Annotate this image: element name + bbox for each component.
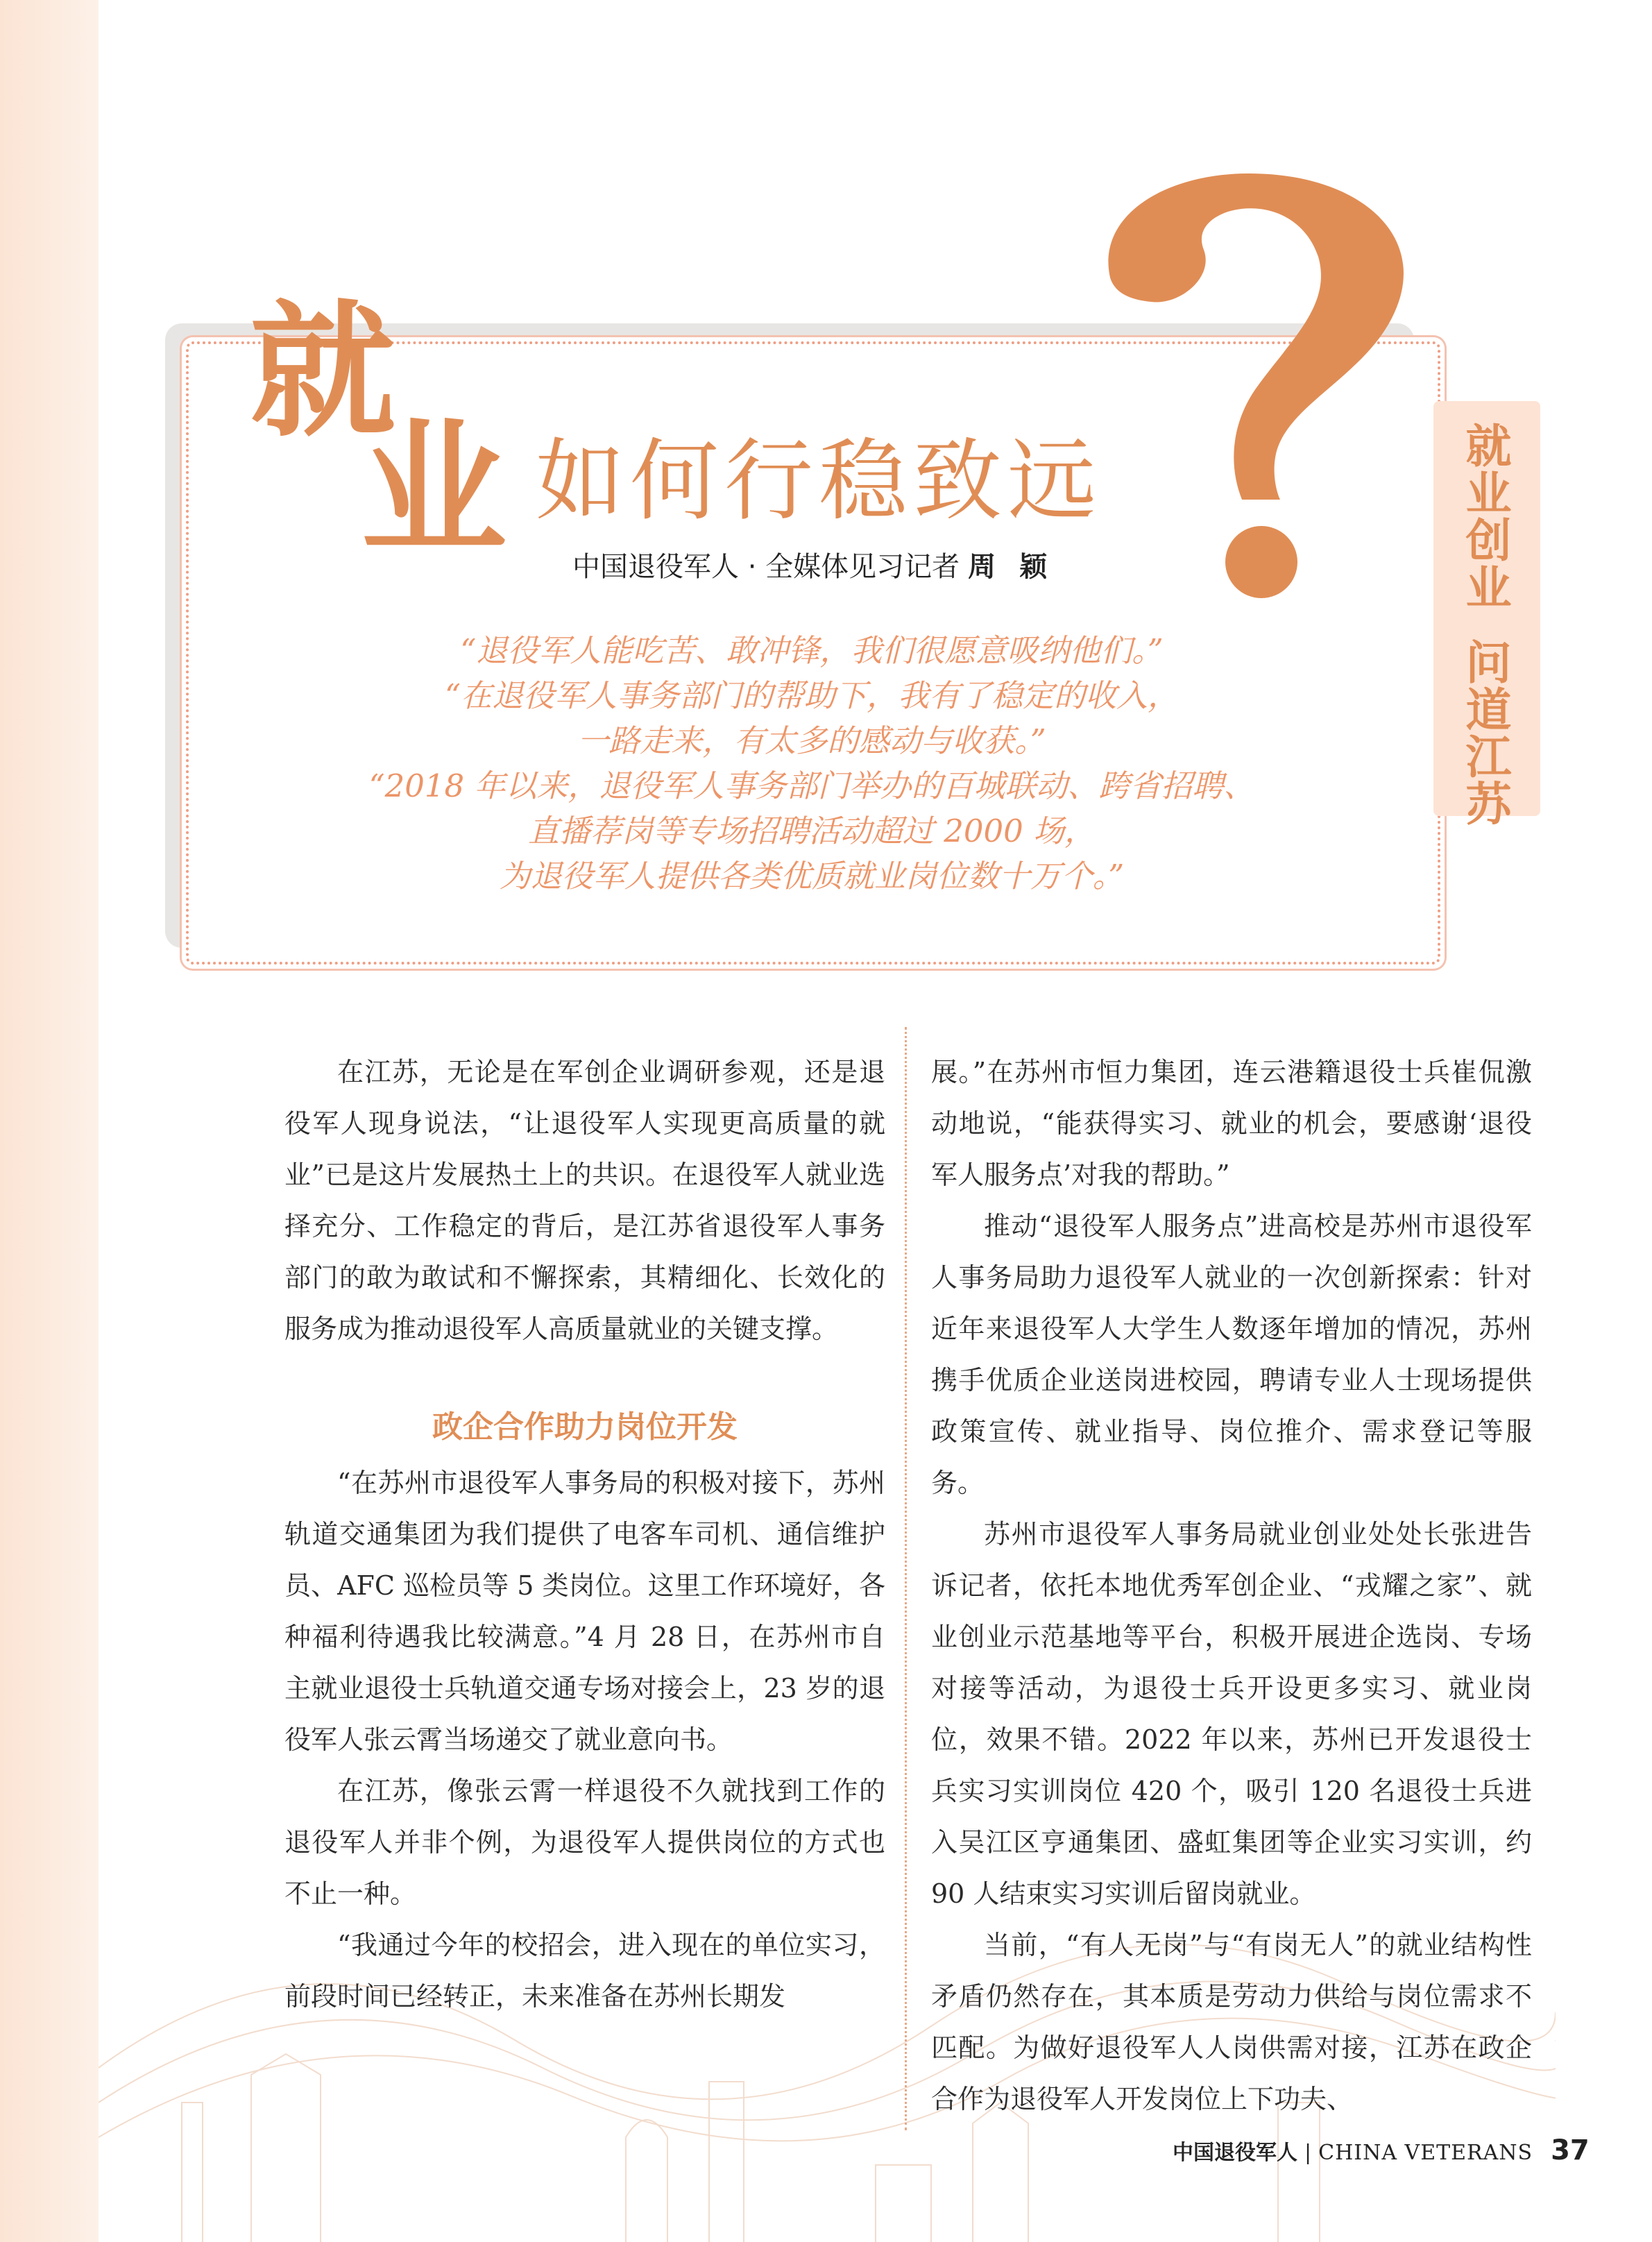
article-paragraph: 展。”在苏州市恒力集团，连云港籍退役士兵崔侃激动地说，“能获得实习、就业的机会，要感谢‘退役军人服务点’对我的帮助。” <box>931 1057 1532 1190</box>
magazine-name: 中国退役军人 <box>1173 2141 1297 2165</box>
column-divider <box>905 1027 907 2130</box>
page-number: 37 <box>1551 2134 1590 2166</box>
column-tag-part-1: 就业创业 <box>1458 422 1512 611</box>
article-column-left <box>284 1046 885 2022</box>
pull-quotes <box>298 628 1325 899</box>
column-tag-part-2: 问道江苏 <box>1458 638 1512 827</box>
article-column-right <box>931 1046 1532 2125</box>
quote-line: 一路走来，有太多的感动与收获。” <box>577 722 1046 759</box>
quote-line: “退役军人能吃苦、敢冲锋，我们很愿意吸纳他们。” <box>460 632 1164 669</box>
magazine-english-name: CHINA VETERANS <box>1318 2141 1533 2165</box>
left-decorative-band <box>0 0 99 2242</box>
article-paragraph: 在江苏，像张云霄一样退役不久就找到工作的退役军人并非个例，为退役军人提供岗位的方式也不止一种。 <box>284 1776 885 1909</box>
page-footer <box>1173 2134 1590 2166</box>
article-paragraph: 推动“退役军人服务点”进高校是苏州市退役军人事务局助力退役军人就业的一次创新探索：针对近年来退役军人大学生人数逐年增加的情况，苏州携手优质企业送岗进校园，聘请专业人士现场提供政策宣传、就业指导、岗位推介、需求登记等服务。 <box>931 1211 1532 1498</box>
quote-line: 直播荐岗等专场招聘活动超过 2000 场， <box>527 813 1096 849</box>
footer-separator: | <box>1304 2141 1312 2165</box>
question-mark-graphic <box>1068 173 1429 604</box>
column-tag-text <box>1450 422 1513 827</box>
page-title: 如何行稳致远 <box>536 430 1102 533</box>
article-paragraph: “我通过今年的校招会，进入现在的单位实习，前段时间已经转正，未来准备在苏州长期发 <box>284 1930 885 2012</box>
title-char-ye: 业 <box>361 403 507 575</box>
quote-line: “在退役军人事务部门的帮助下，我有了稳定的收入， <box>444 677 1179 714</box>
byline-prefix: 中国退役军人 · 全媒体见习记者 <box>572 551 960 583</box>
article-paragraph: 在江苏，无论是在军创企业调研参观，还是退役军人现身说法，“让退役军人实现更高质量的就业”已是这片发展热土上的共识。在退役军人就业选择充分、工作稳定的背后，是江苏省退役军人事务部门的敢为敢试和不懈探索，其精细化、长效化的服务成为推动退役军人高质量就业的关键支撑。 <box>284 1057 885 1344</box>
section-heading: 政企合作助力岗位开发 <box>432 1409 738 1445</box>
byline <box>572 545 1054 584</box>
quote-line: 为退役军人提供各类优质就业岗位数十万个。” <box>499 858 1125 894</box>
byline-author: 周 颖 <box>968 551 1055 583</box>
quote-line: “2018 年以来，退役军人事务部门举办的百城联动、跨省招聘、 <box>368 767 1255 804</box>
article-paragraph: “在苏州市退役军人事务局的积极对接下，苏州轨道交通集团为我们提供了电客车司机、通信维护员、AFC 巡检员等 5 类岗位。这里工作环境好，各种福利待遇我比较满意。”4 月 28 日，在苏州市自主就业退役士兵轨道交通专场对接会上，23 岁的退役军人张云霄当场递交了就业意向书。 <box>284 1468 885 1755</box>
article-paragraph: 当前，“有人无岗”与“有岗无人”的就业结构性矛盾仍然存在，其本质是劳动力供给与岗位需求不匹配。为做好退役军人人岗供需对接，江苏在政企合作为退役军人开发岗位上下功夫、 <box>931 1930 1532 2114</box>
title-char-jiu: 就 <box>250 285 396 457</box>
article-paragraph: 苏州市退役军人事务局就业创业处处长张进告诉记者，依托本地优秀军创企业、“戎耀之家”、就业创业示范基地等平台，积极开展进企选岗、专场对接等活动，为退役士兵开设更多实习、就业岗位，效果不错。2022 年以来，苏州已开发退役士兵实习实训岗位 420 个，吸引 120 名退役士兵进入吴江区亨通集团、盛虹集团等企业实习实训，约 90 人结束实习实训后留岗就业。 <box>931 1519 1532 1909</box>
